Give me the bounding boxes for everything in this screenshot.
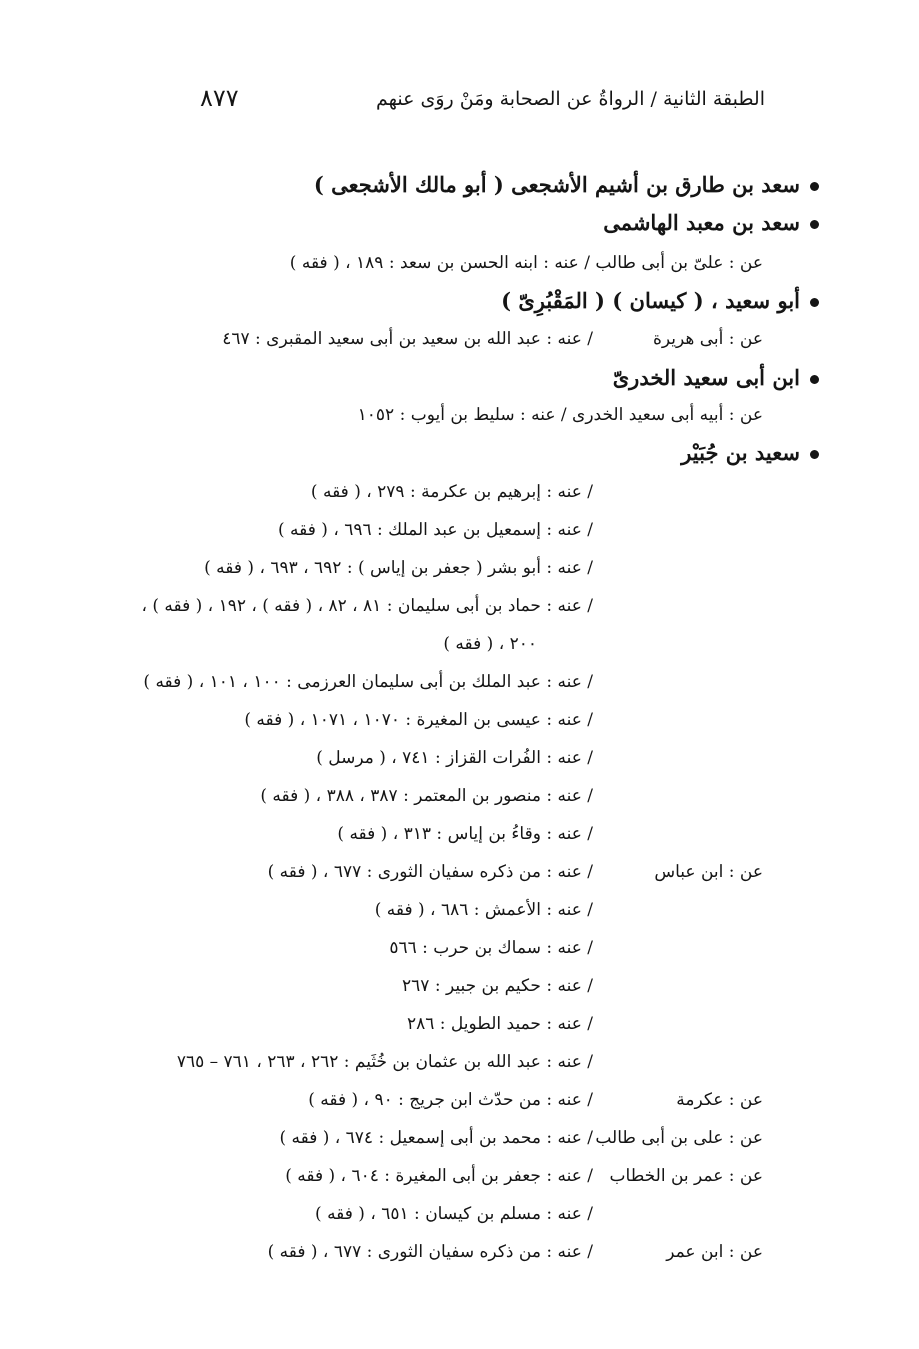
student-line: / عنه : حميد الطويل : ٢٨٦ — [406, 1014, 593, 1034]
sheikh-label: عن : عكرمة — [676, 1090, 763, 1110]
running-header: الطبقة الثانية / الرواةُ عن الصحابة ومَنْ روَى عنهم — [375, 88, 765, 110]
bullet-icon — [810, 298, 819, 307]
narrator-name-text: أبو سعيد ، ( كيسان ) ( المَقْبُرِىّ ) — [501, 288, 800, 313]
narrator-name-text: ابن أبى سعيد الخدرىّ — [612, 365, 800, 390]
student-line: / عنه : إسمعيل بن عبد الملك : ٦٩٦ ، ( فقه ) — [278, 520, 593, 540]
narrator-name-text: سعد بن معبد الهاشمى — [603, 210, 800, 235]
student-line: / عنه : سماك بن حرب : ٥٦٦ — [389, 938, 593, 958]
student-line: / عنه : عبد الله بن عثمان بن خُثَيم : ٢٦٢ ، ٢٦٣ ، ٧٦١ – ٧٦٥ — [176, 1052, 593, 1072]
student-line: / عنه : الفُرات القزاز : ٧٤١ ، ( مرسل ) — [316, 748, 593, 768]
narrator-name — [603, 208, 819, 238]
bullet-icon — [810, 375, 819, 384]
student-line: / عنه : محمد بن أبى إسمعيل : ٦٧٤ ، ( فقه ) — [279, 1128, 593, 1148]
student-line: / عنه : جعفر بن أبى المغيرة : ٦٠٤ ، ( فقه ) — [285, 1166, 593, 1186]
student-line: / عنه : عيسى بن المغيرة : ١٠٧٠ ، ١٠٧١ ، ( فقه ) — [244, 710, 593, 730]
student-line: / عنه : مسلم بن كيسان : ٦٥١ ، ( فقه ) — [315, 1204, 593, 1224]
transmission-line: عن : علىّ بن أبى طالب / عنه : ابنه الحسن بن سعد : ١٨٩ ، ( فقه ) — [289, 253, 763, 273]
sheikh-label: عن : عمر بن الخطاب — [609, 1166, 763, 1186]
student-line: / عنه : حماد بن أبى سليمان : ٨١ ، ٨٢ ، ( فقه ) ، ١٩٢ ، ( فقه ) ، — [141, 596, 593, 616]
student-line: / عنه : عبد الله بن سعيد بن أبى سعيد المقبرى : ٤٦٧ — [222, 329, 593, 349]
sheikh-label: عن : أبى هريرة — [652, 329, 763, 349]
narrator-name — [501, 286, 819, 316]
student-line: / عنه : من ذكره سفيان الثورى : ٦٧٧ ، ( فقه ) — [267, 862, 593, 882]
student-line: / عنه : منصور بن المعتمر : ٣٨٧ ، ٣٨٨ ، ( فقه ) — [260, 786, 593, 806]
student-line: / عنه : الأعمش : ٦٨٦ ، ( فقه ) — [374, 900, 593, 920]
student-line: / عنه : حكيم بن جبير : ٢٦٧ — [402, 976, 593, 996]
sheikh-label: عن : ابن عمر — [666, 1242, 763, 1262]
sheikh-label: عن : على بن أبى طالب — [595, 1128, 763, 1148]
student-line: / عنه : من ذكره سفيان الثورى : ٦٧٧ ، ( فقه ) — [267, 1242, 593, 1262]
student-line: / عنه : عبد الملك بن أبى سليمان العرزمى : ١٠٠ ، ١٠١ ، ( فقه ) — [143, 672, 593, 692]
student-line-continuation: ٢٠٠ ، ( فقه ) — [443, 634, 537, 654]
narrator-name-text: سعيد بن جُبَيْر — [681, 440, 800, 465]
student-line: / عنه : من حدّث ابن جريج : ٩٠ ، ( فقه ) — [308, 1090, 593, 1110]
bullet-icon — [810, 220, 819, 229]
bullet-icon — [810, 450, 819, 459]
bullet-icon — [810, 182, 819, 191]
sheikh-label: عن : ابن عباس — [654, 862, 763, 882]
student-line: / عنه : إبرهيم بن عكرمة : ٢٧٩ ، ( فقه ) — [310, 482, 593, 502]
page-number: ٨٧٧ — [200, 84, 239, 112]
transmission-line: عن : أبيه أبى سعيد الخدرى / عنه : سليط بن أيوب : ١٠٥٢ — [357, 405, 763, 425]
narrator-name — [681, 438, 819, 468]
student-line: / عنه : وقاءُ بن إياس : ٣١٣ ، ( فقه ) — [337, 824, 593, 844]
student-line: / عنه : أبو بشر ( جعفر بن إياس ) : ٦٩٢ ، ٦٩٣ ، ( فقه ) — [204, 558, 593, 578]
narrator-name-text: سعد بن طارق بن أشيم الأشجعى ( أبو مالك الأشجعى ) — [313, 172, 800, 197]
narrator-name — [613, 363, 819, 393]
narrator-name — [314, 170, 819, 200]
